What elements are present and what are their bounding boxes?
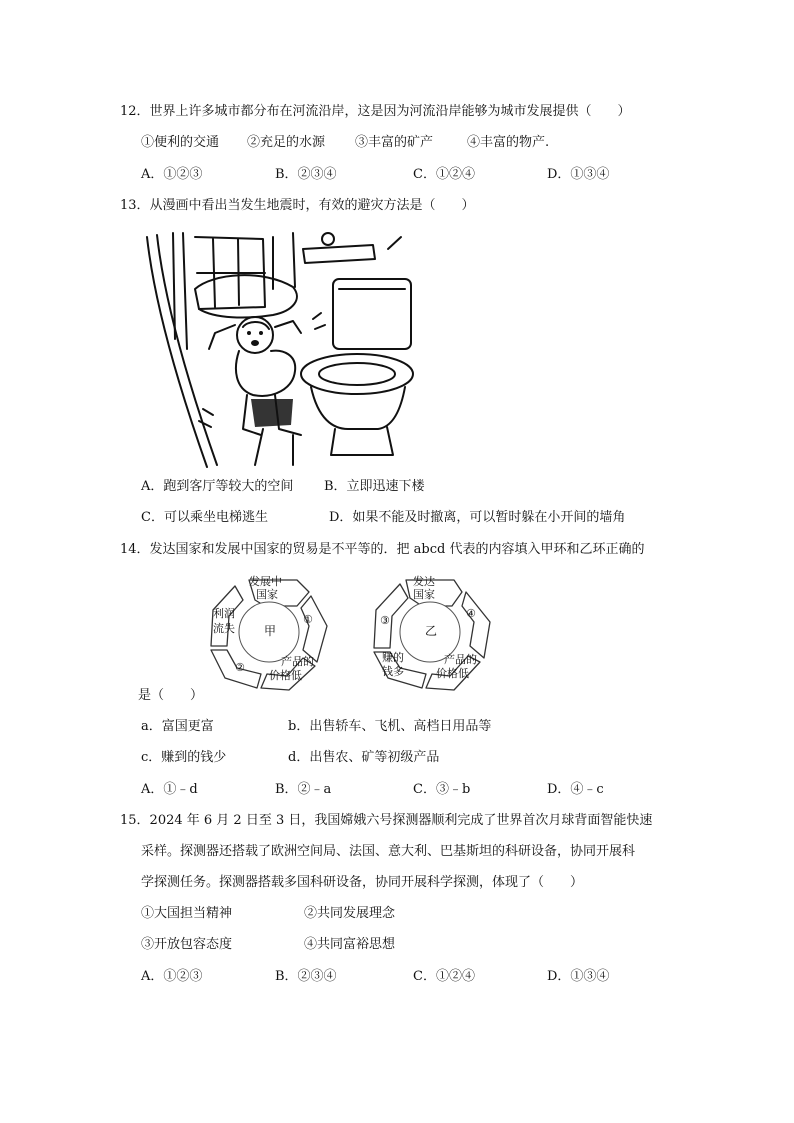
q13-option-a: A．跑到客厅等较大的空间 — [141, 479, 294, 494]
q12-item-2: ②充足的水源 — [247, 135, 326, 150]
ring-jia-center: 甲 — [264, 624, 277, 638]
ring-jia-label-8: 流失 — [213, 622, 235, 635]
q14-item-c: c．赚到的钱少 — [141, 750, 227, 765]
q14-stem-line-1: 14．发达国家和发展中国家的贸易是不平等的．把 abcd 代表的内容填入甲环和乙环正确的 — [120, 542, 645, 557]
q15-option-c: C．①②④ — [413, 969, 475, 984]
ring-jia-label-5: 价格低 — [269, 669, 302, 682]
ring-yi-center: 乙 — [425, 624, 438, 638]
q12-option-b: B．②③④ — [275, 167, 337, 182]
q13-stem: 13．从漫画中看出当发生地震时，有效的避灾方法是（ ） — [120, 198, 475, 213]
q15-item-2: ②共同发展理念 — [304, 906, 396, 921]
q15-option-a: A．①②③ — [141, 969, 203, 984]
ring-yi-label-1: 发达 — [413, 575, 435, 588]
q14-option-c: C．③﹣b — [413, 782, 471, 797]
q14-option-a: A．①﹣d — [141, 782, 198, 797]
ring-yi-label-2: 国家 — [413, 588, 435, 601]
ring-yi-label-7: 钱多 — [382, 665, 404, 678]
ring-yi-label-5: 价格低 — [436, 667, 469, 680]
q14-item-b: b．出售轿车、飞机、高档日用品等 — [288, 719, 492, 734]
q12-item-3: ③丰富的矿产 — [355, 135, 434, 150]
ring-jia-diagram — [205, 570, 335, 696]
q13-option-c: C．可以乘坐电梯逃生 — [141, 510, 268, 525]
q14-option-b: B．②﹣a — [275, 782, 332, 797]
q12-option-c: C．①②④ — [413, 167, 475, 182]
ring-jia-label-4: 产品的 — [281, 655, 314, 668]
q15-stem-line-1: 15．2024 年 6 月 2 日至 3 日，我国嫦娥六号探测器顺利完成了世界首次月球背面智能快速 — [120, 813, 653, 828]
ring-jia-label-7: 利润 — [213, 607, 235, 620]
q12-option-d: D．①③④ — [547, 167, 610, 182]
q12-option-a: A．①②③ — [141, 167, 203, 182]
q15-stem-line-2: 采样。探测器还搭载了欧洲空间局、法国、意大利、巴基斯坦的科研设备，协同开展科 — [141, 844, 636, 859]
q14-stem-line-2: 是（ ） — [138, 688, 204, 703]
q15-stem-line-3: 学探测任务。探测器搭载多国科研设备，协同开展科学探测，体现了（ ） — [141, 875, 584, 890]
q15-item-3: ③开放包容态度 — [141, 937, 233, 952]
ring-jia-label-6: ② — [235, 661, 245, 674]
q12-item-1: ①便利的交通 — [141, 135, 220, 150]
q13-option-b: B．立即迅速下楼 — [324, 479, 425, 494]
earthquake-cartoon-drawing — [143, 229, 418, 469]
q15-item-1: ①大国担当精神 — [141, 906, 233, 921]
q14-option-d: D．④﹣c — [547, 782, 604, 797]
q15-item-4: ④共同富裕思想 — [304, 937, 396, 952]
ring-yi-label-6: 赚的 — [382, 651, 404, 664]
ring-yi-label-3: ④ — [466, 607, 476, 620]
ring-yi-label-8: ③ — [380, 614, 390, 627]
ring-jia-label-2: 国家 — [256, 588, 278, 601]
q15-option-d: D．①③④ — [547, 969, 610, 984]
q14-item-a: a．富国更富 — [141, 719, 214, 734]
ring-yi-label-4: 产品的 — [444, 653, 477, 666]
q15-option-b: B．②③④ — [275, 969, 337, 984]
q14-item-d: d．出售农、矿等初级产品 — [288, 750, 440, 765]
q13-option-d: D．如果不能及时撤离，可以暂时躲在小开间的墙角 — [329, 510, 626, 525]
ring-jia-label-3: ① — [303, 613, 313, 626]
ring-yi-diagram — [366, 570, 496, 696]
q12-stem: 12．世界上许多城市都分布在河流沿岸，这是因为河流沿岸能够为城市发展提供（ ） — [120, 104, 631, 119]
q12-item-4: ④丰富的物产. — [467, 135, 550, 150]
ring-jia-label-1: 发展中 — [249, 575, 282, 588]
earthquake-cartoon — [143, 229, 418, 469]
